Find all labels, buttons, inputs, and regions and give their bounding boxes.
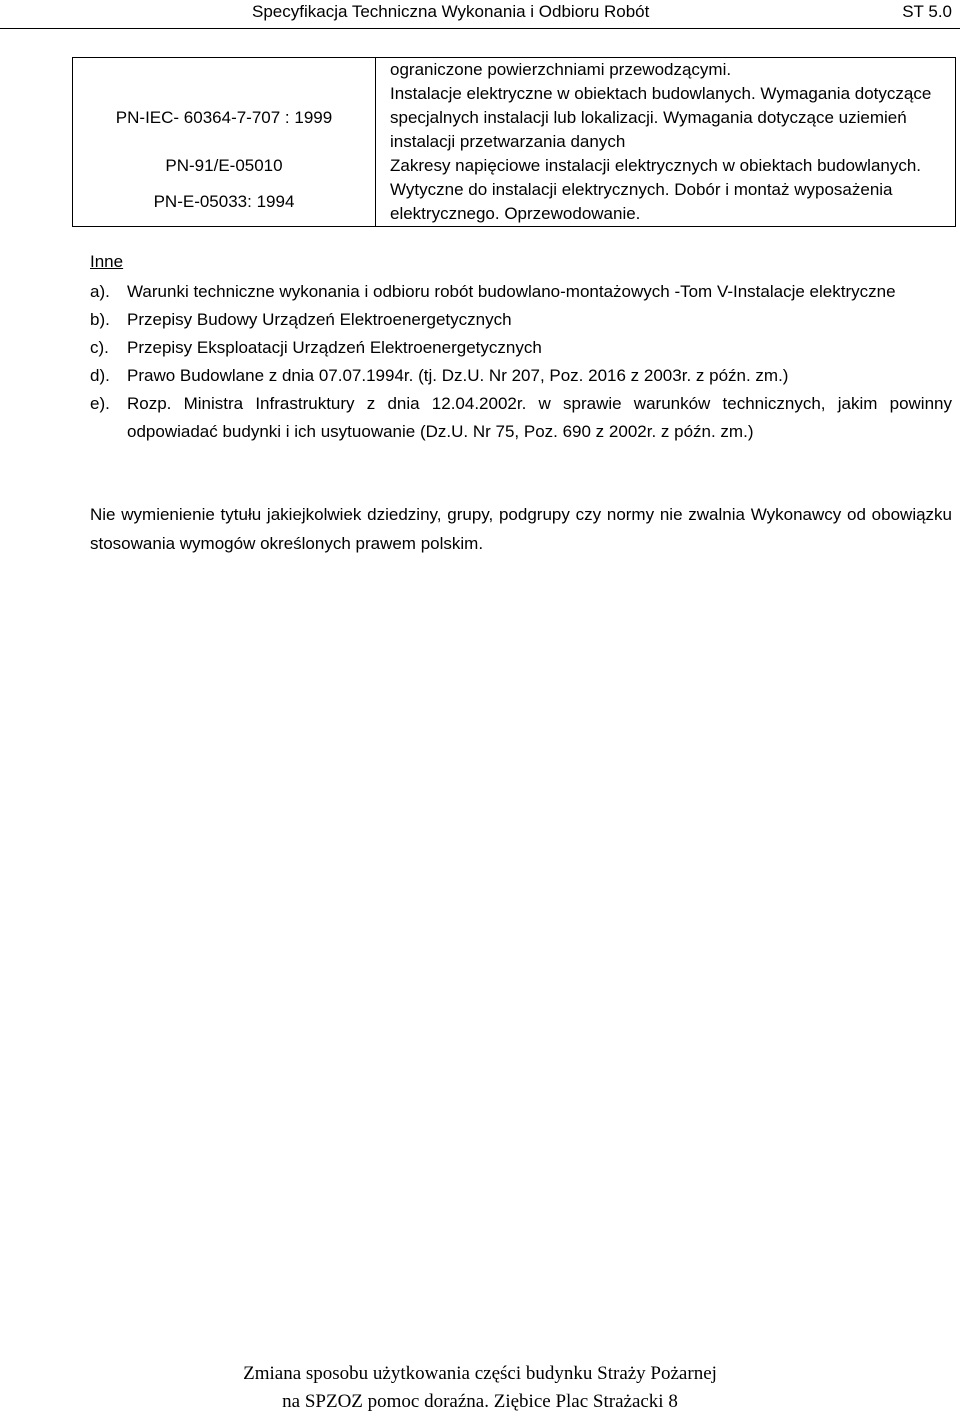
- document-title: Specyfikacja Techniczna Wykonania i Odbioru Robót: [252, 2, 650, 21]
- list-item-text: Prawo Budowlane z dnia 07.07.1994r. (tj. Dz.U. Nr 207, Poz. 2016 z 2003r. z późn. zm.): [127, 366, 789, 385]
- norm-code: PN-IEC- 60364-7-707 : 1999: [73, 82, 376, 154]
- norm-code: PN-E-05033: 1994: [73, 178, 376, 227]
- notice-paragraph: Nie wymienienie tytułu jakiejkolwiek dziedziny, grupy, podgrupy czy normy nie zwalnia Wykonawcy od obowiązku stosowania wymogów określonych prawem polskim.: [90, 505, 952, 553]
- page-header: [0, 0, 960, 26]
- list-item-letter: e).: [90, 394, 110, 413]
- list-item: [90, 362, 952, 390]
- list-item-text: Przepisy Budowy Urządzeń Elektroenergetycznych: [127, 310, 512, 329]
- list-item: [90, 278, 952, 306]
- list-item-letter: b).: [90, 310, 110, 329]
- other-regulations-list: [90, 278, 952, 446]
- norm-code: [73, 58, 376, 83]
- list-item-text: Warunki techniczne wykonania i odbioru robót budowlano-montażowych -Tom V-Instalacje elektryczne: [127, 282, 896, 301]
- document-code: ST 5.0: [902, 2, 952, 21]
- norm-description: ograniczone powierzchniami przewodzącymi.: [376, 58, 956, 83]
- table-row: [73, 82, 956, 154]
- list-item: [90, 390, 952, 446]
- footer-line: na SPZOZ pomoc doraźna. Ziębice Plac Strażacki 8: [282, 1391, 678, 1412]
- table-row: [73, 178, 956, 227]
- list-item-text: Przepisy Eksploatacji Urządzeń Elektroenergetycznych: [127, 338, 542, 357]
- footer-line: Zmiana sposobu użytkowania części budynku Straży Pożarnej: [243, 1363, 717, 1384]
- norm-code: PN-91/E-05010: [73, 154, 376, 178]
- other-section-heading: Inne: [90, 252, 124, 271]
- norm-description: Zakresy napięciowe instalacji elektrycznych w obiektach budowlanych.: [376, 154, 956, 178]
- table-row: [73, 154, 956, 178]
- table-row: [73, 58, 956, 83]
- page-footer: [0, 1360, 960, 1416]
- list-item-letter: a).: [90, 282, 110, 301]
- list-item-letter: d).: [90, 366, 110, 385]
- norms-table: [72, 57, 956, 227]
- list-item-letter: c).: [90, 338, 109, 357]
- norm-description: Wytyczne do instalacji elektrycznych. Dobór i montaż wyposażenia elektrycznego. Oprzewodowanie.: [376, 178, 956, 227]
- list-item: [90, 306, 952, 334]
- norm-description: Instalacje elektryczne w obiektach budowlanych. Wymagania dotyczące specjalnych instalacji lub lokalizacji. Wymagania dotyczące uziemień instalacji przetwarzania danych: [376, 82, 956, 154]
- list-item-text: Rozp. Ministra Infrastruktury z dnia 12.04.2002r. w sprawie warunków technicznych, jakim powinny odpowiadać budynki i ich usytuowanie (Dz.U. Nr 75, Poz. 690 z 2002r. z późn. zm.): [127, 394, 952, 441]
- header-divider: [0, 28, 960, 29]
- list-item: [90, 334, 952, 362]
